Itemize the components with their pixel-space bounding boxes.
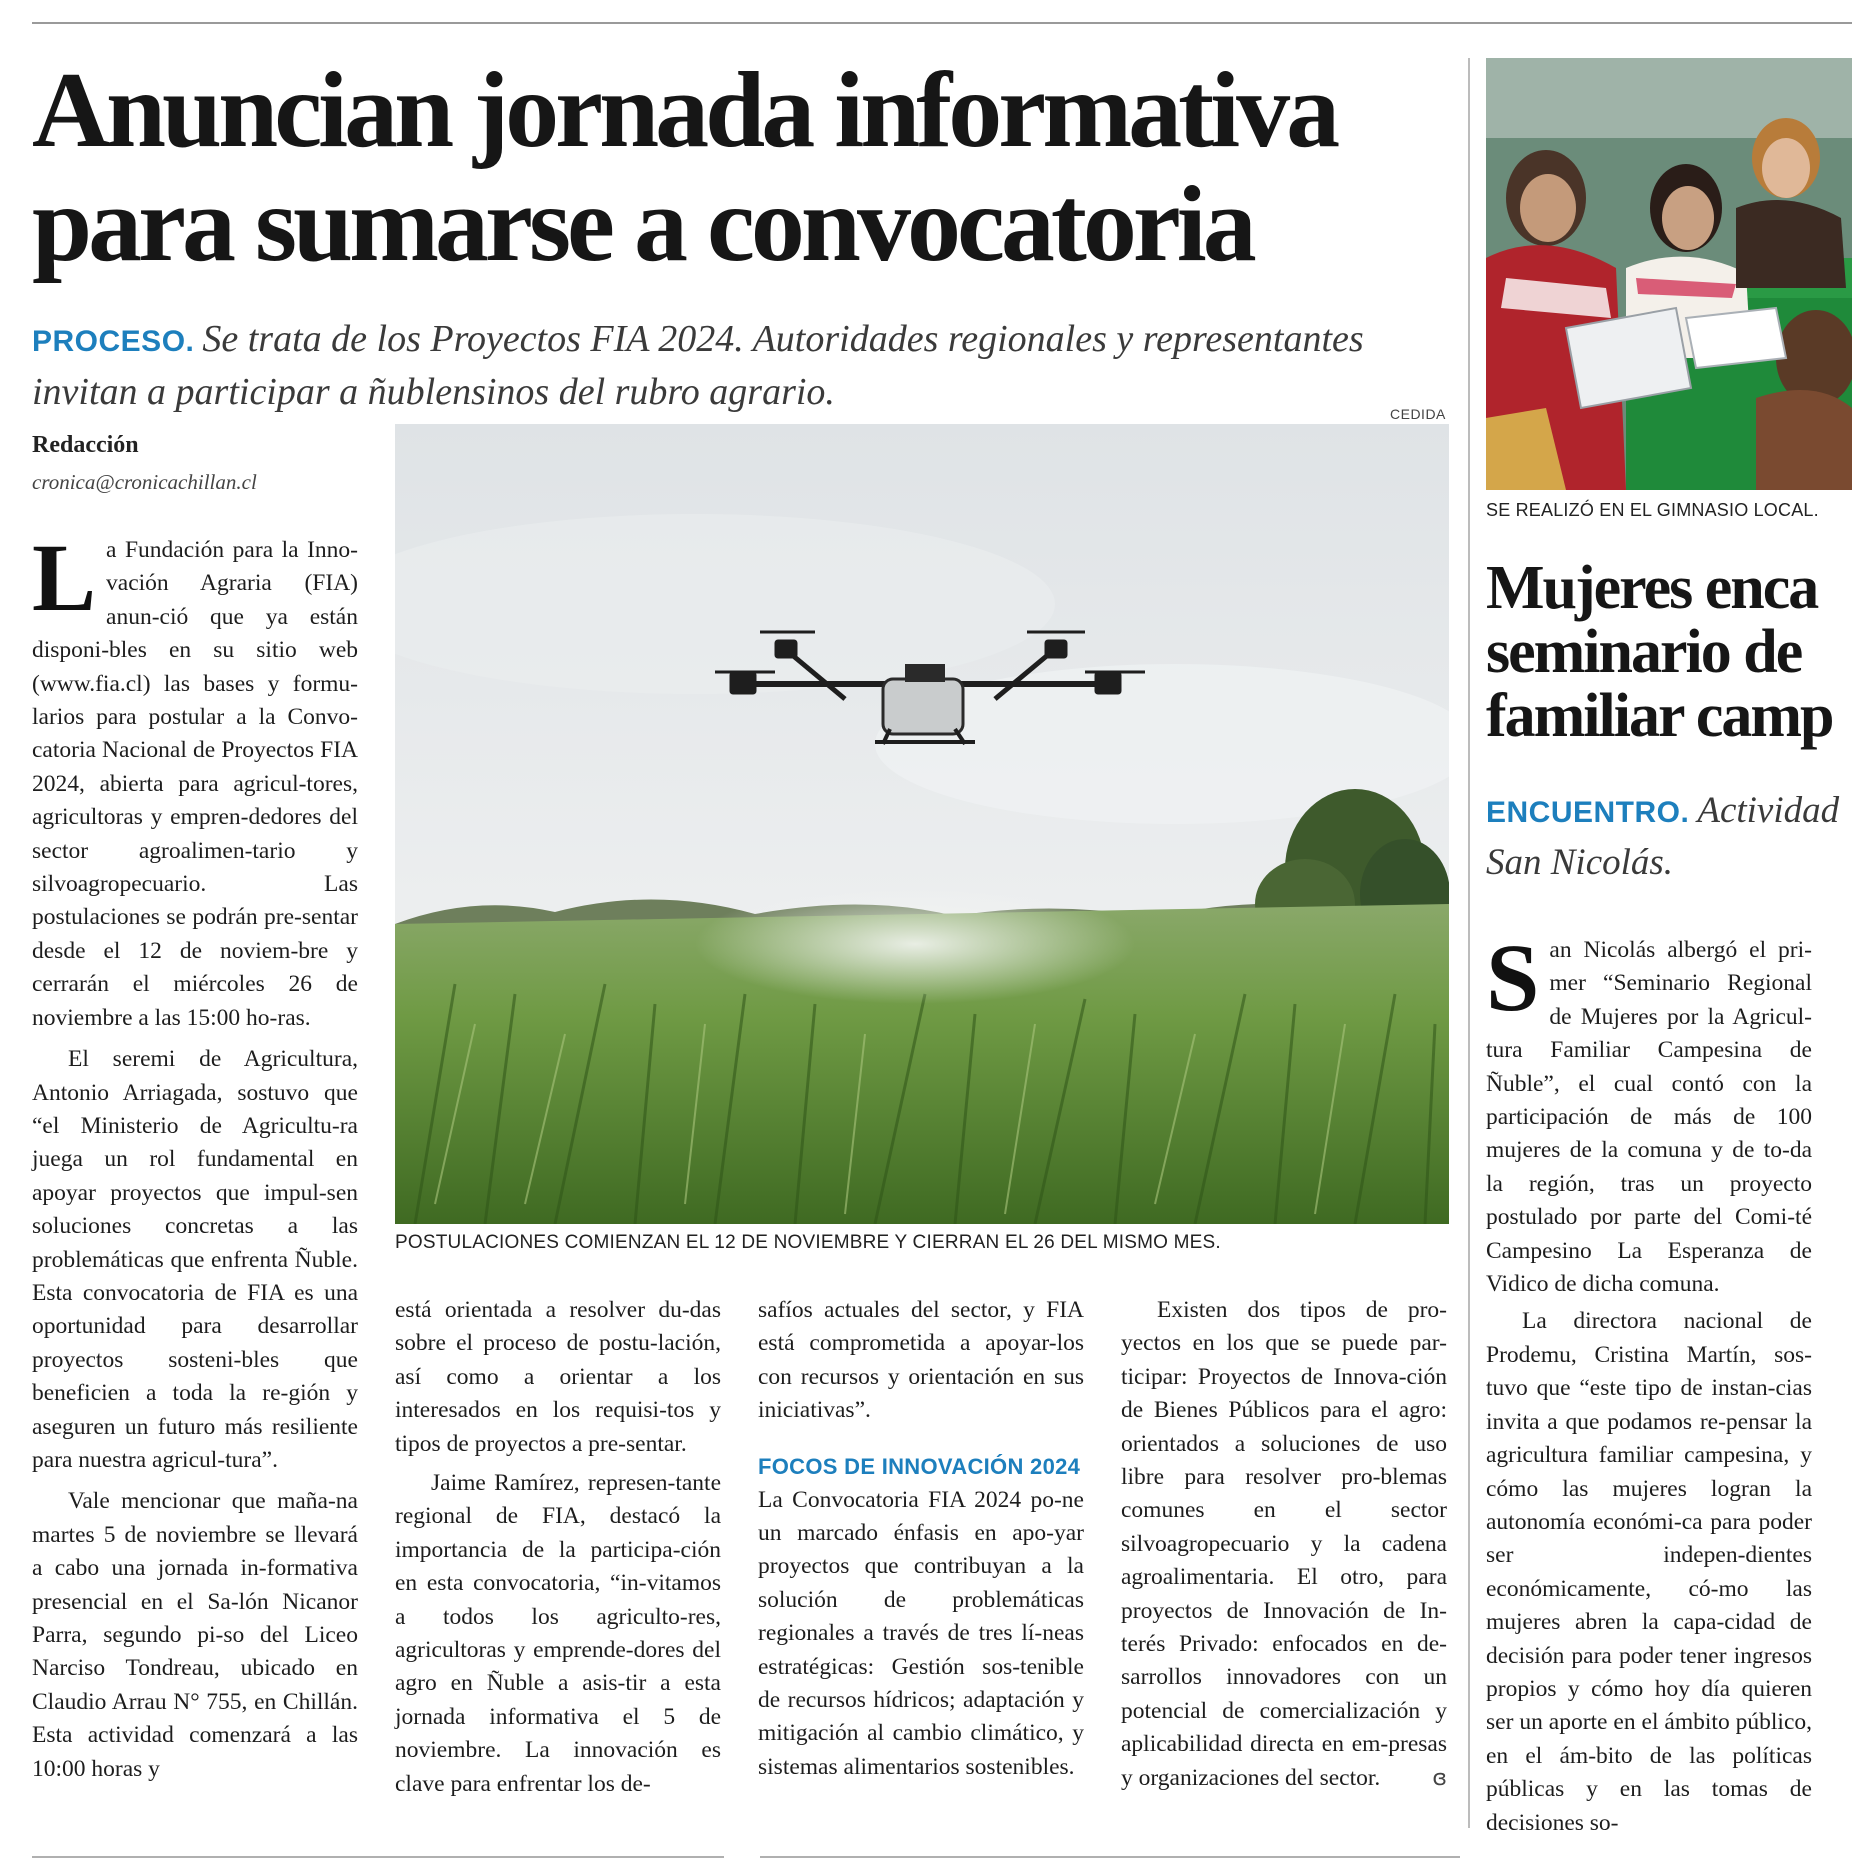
paragraph-7: La Convocatoria FIA 2024 po-ne un marcado énfasis en apo-yar proyectos que contribuyan a la solución de problemáticas regionales a través de tres lí-neas estratégicas: Gestión sos-tenible de recursos hídricos; adaptación y mitigación al cambio climático, y sistemas alimentarios sostenibles. (758, 1486, 1084, 1780)
lead-text: Se trata de los Proyectos FIA 2024. Autoridades regionales y representantes invitan a participar a ñublensinos del rubro agrario. (32, 318, 1364, 413)
side-headline-line-3: familiar camp (1486, 682, 1833, 750)
paragraph-2: El seremi de Agricultura, Antonio Arriagada, sostuvo que “el Ministerio de Agricultu-ra juega un rol fundamental en apoyar proyectos que impul-sen soluciones concretas a las problemáticas que enfrenta Ñuble. Esta convocatoria de FIA es una oportunidad para desarrollar proyectos sosteni-bles que beneficien a toda la re-gión y aseguren un futuro más resiliente para nuestra agricul-tura”. (32, 1046, 358, 1473)
article-column-2 (395, 1294, 721, 1801)
side-paragraph-1 (1486, 924, 1812, 1301)
side-paragraph-2: La directora nacional de Prodemu, Cristina Martín, sos-tuvo que “este tipo de instan-cias invita a que podamos re-pensar la agricultura familiar campesina, y cómo las mujeres logran la autonomía económi-ca para poder ser indepen-dientes económicamente, có-mo las mujeres abren la capa-cidad de decisión para poder tener ingresos propios y cómo hoy día quieren ser un aporte en el ámbito público, en el ám-bito de las políticas públicas y en las tomas de decisiones so- (1486, 1308, 1812, 1836)
byline: Redacción (32, 432, 139, 458)
kicker-label: PROCESO. (32, 325, 195, 358)
paragraph-8 (1121, 1294, 1447, 1795)
side-kicker-label: ENCUENTRO. (1486, 796, 1690, 829)
side-lead-line-1: Actividad (1697, 790, 1840, 831)
photo-caption: POSTULACIONES COMIENZAN EL 12 DE NOVIEMBRE Y CIERRAN EL 26 DEL MISMO MES. (395, 1232, 1221, 1253)
article-column-3 (758, 1294, 1084, 1784)
side-lead (1486, 786, 1852, 888)
column-divider (1468, 58, 1470, 1828)
drone-over-crop-field-photo (395, 424, 1449, 1224)
women-at-table-photo (1486, 58, 1852, 490)
end-of-article-icon: ɞ (1432, 1765, 1447, 1791)
author-email: cronica@cronicachillan.cl (32, 470, 257, 494)
bottom-rule-left (32, 1856, 724, 1858)
lead-paragraph (32, 314, 1452, 417)
photo-credit: CEDIDA (1390, 406, 1446, 422)
paragraph-4: está orientada a resolver du-das sobre el proceso de postu-lación, así como a orientar a los interesados en los requisi-tos y tipos de proyectos a pre-sentar. (395, 1297, 721, 1457)
side-paragraph-1-text: an Nicolás albergó el pri-mer “Seminario Regional de Mujeres por la Agricul-tura Familiar Campesina de Ñuble”, el cual contó con la participación de más de 100 mujeres de la comuna y de to-da la región, tras un proyecto postulado por parte del Comi-té Campesino La Esperanza de Vidico de dicha comuna. (1486, 937, 1812, 1298)
bottom-rule-right (760, 1856, 1460, 1858)
dropcap: L (32, 524, 97, 631)
paragraph-1-text: a Fundación para la Inno-vación Agraria (FIA) anun-ció que ya están disponi-bles en su sitio web (www.fia.cl) las bases y formu-larios para postular a la Convo-catoria Nacional de Proyectos FIA 2024, abierta para agricul-tores, agricultoras y empren-dedores del sector agroalimen-tario y silvoagropecuario. Las postulaciones se podrán pre-sentar desde el 12 de noviem-bre y cerrarán el miércoles 26 de noviembre a las 15:00 ho-ras. (32, 537, 358, 1031)
paragraph-5: Jaime Ramírez, represen-tante regional de FIA, destacó la importancia de la participa-ción en esta convocatoria, “in-vitamos a todos los agriculto-res, agricultoras y emprende-dores del agro en Ñuble a asis-tir a esta jornada informativa el 5 de noviembre. La innovación es clave para enfrentar los de- (395, 1470, 721, 1797)
headline-line-2: para sumarse a convocatoria (32, 165, 1253, 284)
headline-line-1: Anuncian jornada informativa (32, 51, 1337, 170)
paragraph-6: safíos actuales del sector, y FIA está comprometida a apoyar-los con recursos y orientación en sus iniciativas”. (758, 1297, 1084, 1424)
article-column-4 (1121, 1294, 1447, 1795)
article-column-1 (32, 524, 358, 1786)
paragraph-8-text: Existen dos tipos de pro-yectos en los que se puede par-ticipar: Proyectos de Innova-ción de Bienes Públicos para el agro: orientados a soluciones de uso libre para resolver pro-blemas comunes en el sector silvoagropecuario y la cadena agroalimentaria. El otro, para proyectos de Innovación de In-terés Privado: enfocados en de-sarrollos innovadores con un potencial de comercialización y aplicabilidad directa en em-presas y organizaciones del sector. (1121, 1297, 1447, 1791)
side-headline (1486, 556, 1852, 748)
side-dropcap: S (1486, 924, 1540, 1031)
side-lead-line-2: San Nicolás. (1486, 842, 1674, 883)
main-headline (32, 51, 1452, 284)
top-rule (32, 22, 1852, 24)
side-photo-caption: SE REALIZÓ EN EL GIMNASIO LOCAL. (1486, 500, 1819, 520)
side-headline-line-1: Mujeres enca (1486, 554, 1818, 622)
paragraph-1 (32, 524, 358, 1035)
paragraph-3: Vale mencionar que maña-na martes 5 de noviembre se llevará a cabo una jornada in-formativa presencial en el Sa-lón Nicanor Parra, segundo pi-so del Liceo Narciso Tondreau, ubicado en Claudio Arrau N° 755, en Chillán. Esta actividad comenzará a las 10:00 horas y (32, 1488, 358, 1782)
side-headline-line-2: seminario de (1486, 618, 1802, 686)
side-article-column (1486, 924, 1812, 1840)
section-subhead: FOCOS DE INNOVACIÓN 2024 (758, 1453, 1081, 1479)
